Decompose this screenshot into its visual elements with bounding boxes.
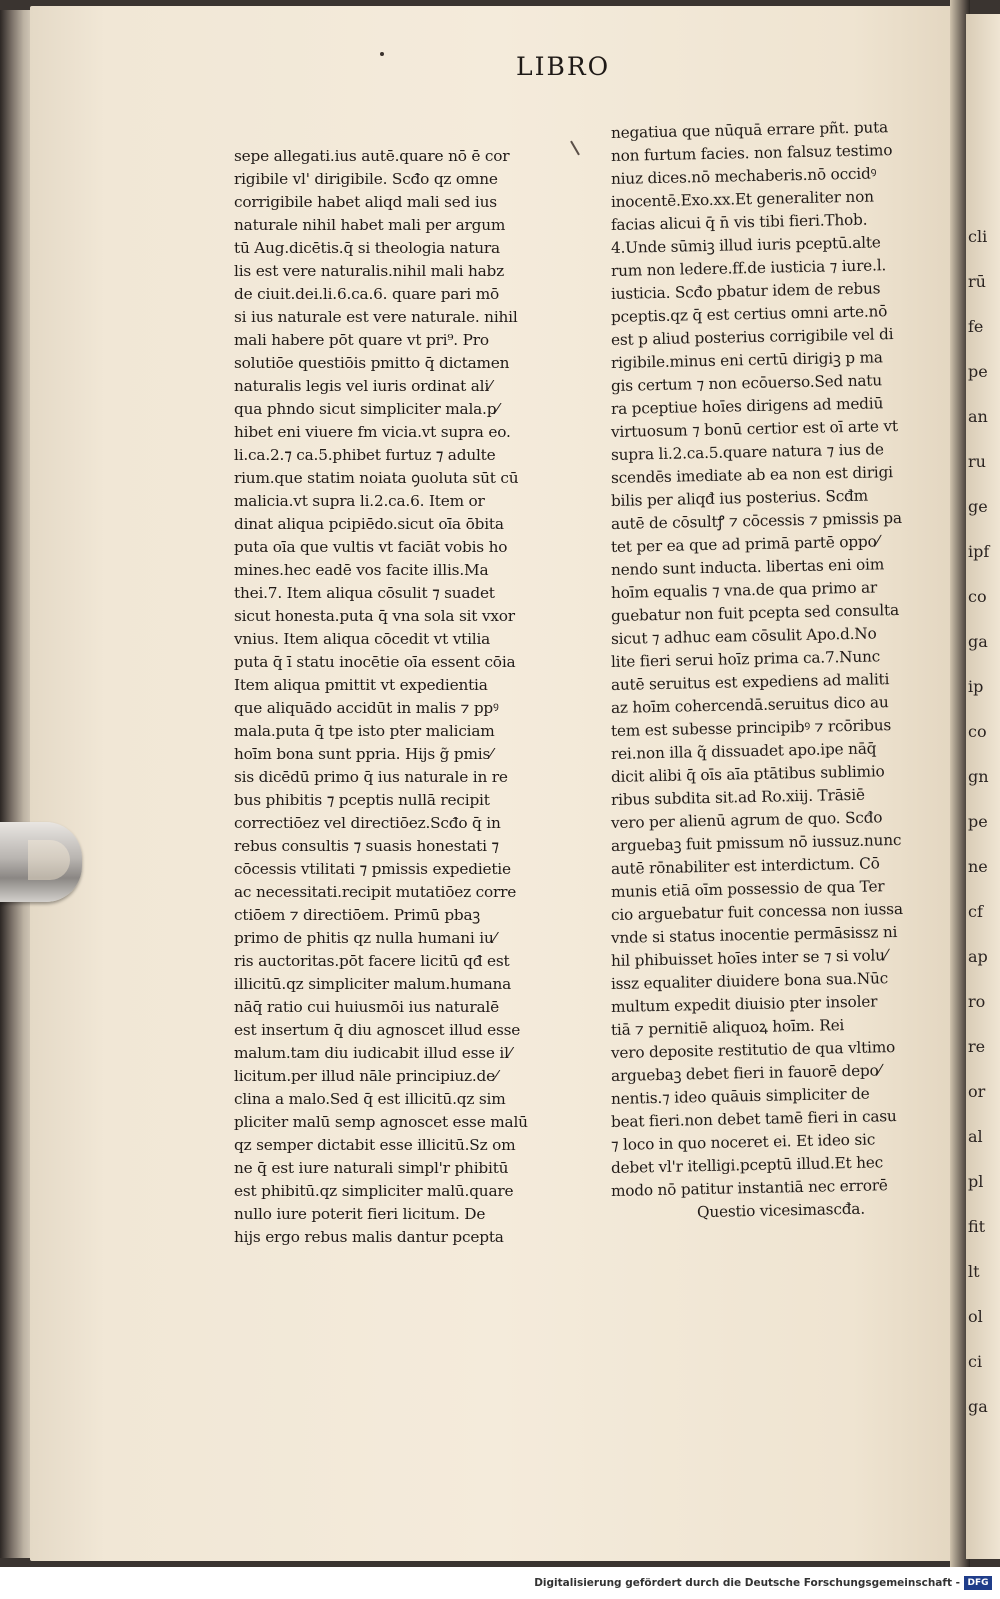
margin-text-fragment: ne — [968, 857, 988, 876]
text-line: pliciter malū semp agnoscet esse malū — [234, 1113, 528, 1131]
text-line: nentis.⁊ ideo quāuis simpliciter de — [610, 1084, 870, 1108]
text-line: correctiōez vel directiōez.Scđo q̄ in — [234, 814, 501, 832]
margin-text-fragment: co — [968, 587, 987, 606]
text-line: thei.7. Item aliqua cōsulit ⁊ suadet — [234, 584, 495, 602]
text-line: vero deposite restitutio de qua vltimo — [610, 1038, 896, 1062]
text-line: beat fieri.non debet tamē fieri in casu — [610, 1107, 897, 1131]
text-line: scendēs imediate ab ea non est dirigi — [610, 463, 893, 487]
text-line: est p aliud posterius corrigibile vel di — [610, 325, 894, 349]
margin-text-fragment: ol — [968, 1307, 983, 1326]
text-line: rei.non illa q̃ dissuadet apo.ipe nāq̄ — [610, 739, 877, 763]
text-line: naturale nihil habet mali per argum — [234, 216, 506, 234]
text-line: sicut ⁊ adhuc eam cōsulit Apo.d.No — [610, 624, 877, 648]
text-line: ra pceptiue hoīes dirigens ad mediū — [610, 394, 884, 418]
text-line: lite fieri serui hoīz prima ca.7.Nunc — [610, 647, 881, 671]
text-line: Questio vicesimascđa. — [696, 1199, 866, 1222]
margin-text-fragment: co — [968, 722, 987, 741]
text-line: cio arguebatur fuit concessa non iussa — [610, 899, 903, 924]
text-line: vero per alienū agrum de quo. Scđo — [610, 808, 883, 832]
margin-text-fragment: ci — [968, 1352, 983, 1371]
text-line: ribus subdita sit.ad Ro.xiij. Trāsiē — [610, 785, 865, 809]
text-line: malicia.vt supra li.2.ca.6. Item or — [234, 492, 485, 510]
page-clip-cutout — [28, 840, 70, 880]
text-line: qua phndo sicut simpliciter mala.p⁄ — [234, 400, 499, 418]
text-line: virtuosum ⁊ bonū certior est oī arte vt — [610, 416, 898, 441]
text-line: rebus consultis ⁊ suasis honestati ⁊ — [234, 837, 499, 855]
text-line: lis est vere naturalis.nihil mali habz — [234, 262, 504, 280]
text-line: ctiōem ⁊ directiōem. Primū pbaꝫ — [234, 906, 481, 924]
margin-text-fragment: ap — [968, 947, 988, 966]
text-line: nullo iure poterit fieri licitum. De — [234, 1205, 486, 1223]
text-line: rigibile vl' dirigibile. Scđo qz omne — [234, 170, 498, 188]
text-line: autē rōnabiliter est interdictum. Cō — [610, 854, 880, 878]
page-stack-edge — [0, 10, 34, 1558]
margin-text-fragment: al — [968, 1127, 983, 1146]
text-line: est insertum q̄ diu agnoscet illud esse — [234, 1021, 521, 1039]
text-line: mali habere pōt quare vt pri⁹. Pro — [234, 331, 489, 349]
text-line: modo nō patitur instantiā nec errorē — [610, 1176, 888, 1200]
text-line: que aliquādo accidūt in malis ⁊ ppꝰ — [234, 699, 499, 717]
text-line: solutiōe questiōis pmitto q̄ dictamen — [234, 354, 510, 372]
text-line: pceptis.qz q̄ est certius omni arte.nō — [610, 302, 888, 326]
text-line: hibet eni viuere fm vicia.vt supra eo. — [234, 423, 511, 441]
text-line: supra li.2.ca.5.quare natura ⁊ ius de — [610, 440, 884, 464]
ink-speck — [380, 52, 384, 56]
text-line: puta oīa que vultis vt faciāt vobis ho — [234, 538, 508, 556]
text-line: hoīm bona sunt ppria. Hijs g̃ pmis⁄ — [234, 745, 493, 763]
margin-text-fragment: or — [968, 1082, 986, 1101]
margin-text-fragment: pe — [968, 362, 988, 381]
text-line: malum.tam diu iudicabit illud esse il⁄ — [234, 1044, 512, 1062]
text-line: arguebaꝫ debet fieri in fauorē depo⁄ — [610, 1061, 882, 1085]
margin-text-fragment: an — [968, 407, 988, 426]
text-line: dicit alibi q̄ oīs aīa ptātibus sublimio — [610, 762, 885, 786]
text-line: corrigibile habet aliqd mali sed ius — [234, 193, 497, 211]
margin-text-fragment: ro — [968, 992, 986, 1011]
text-line: vnius. Item aliqua cōcedit vt vtilia — [234, 630, 491, 648]
text-line: iusticia. Scđo pbatur idem de rebus — [610, 279, 881, 303]
text-line: autē seruitus est expediens ad maliti — [610, 670, 890, 694]
text-line: primo de phitis qz nulla humani iu⁄ — [234, 929, 496, 947]
text-line: issz equaliter diuidere bona sua.Nūc — [610, 969, 889, 993]
margin-text-fragment: fe — [968, 317, 984, 336]
text-line: niuz dices.nō mechaberis.nō occidꝰ — [610, 164, 877, 188]
text-line: Item aliqua pmittit vt expedientia — [234, 676, 488, 694]
text-line: li.ca.2.⁊ ca.5.phibet furtuz ⁊ adulte — [234, 446, 496, 464]
margin-text-fragment: pl — [968, 1172, 984, 1191]
text-line: tū Aug.dicētis.q̄ si theologia natura — [234, 239, 500, 257]
margin-text-fragment: ge — [968, 497, 988, 516]
text-line: mines.hec eadē vos facite illis.Ma — [234, 561, 489, 579]
text-line: nendo sunt inducta. libertas eni oim — [610, 555, 885, 579]
text-line: cōcessis vtilitati ⁊ pmissis expedietie — [234, 860, 511, 878]
text-line: az hoīm cohercendā.seruitus dico au — [610, 693, 889, 717]
text-line: sicut honesta.puta q̄ vna sola sit vxor — [234, 607, 515, 625]
text-line: ac necessitati.recipit mutatiōez corre — [234, 883, 517, 901]
margin-text-fragment: fit — [968, 1217, 986, 1236]
margin-text-fragment: ru — [968, 452, 986, 471]
text-line: facias alicui q̄ n̄ vis tibi fieri.Thob. — [610, 210, 868, 234]
margin-text-fragment: cf — [968, 902, 983, 921]
funding-credit: Digitalisierung gefördert durch die Deutsche Forschungsgemeinschaft - — [534, 1577, 960, 1589]
text-line: rum non ledere.ff.de iusticia ⁊ iure.l. — [610, 256, 887, 280]
text-line: dinat aliqua pcipiēdo.sicut oīa ōbita — [234, 515, 504, 533]
text-line: ⁊ loco in quo noceret ei. Et ideo sic — [610, 1130, 876, 1154]
text-line: naturalis legis vel iuris ordinat ali⁄ — [234, 377, 492, 395]
text-line: ne q̄ est iure naturali simpl'r phibitū — [234, 1159, 509, 1177]
text-line: vnde si status inocentie permāsissz ni — [610, 923, 898, 947]
margin-text-fragment: ip — [968, 677, 984, 696]
text-line: tet per ea que ad primā partē oppo⁄ — [610, 532, 880, 556]
text-line: puta q̄ ī statu inocētie oīa essent cōia — [234, 653, 516, 671]
text-line: sepe allegati.ius autē.quare nō ē cor — [234, 147, 510, 165]
text-line: inocentē.Exo.xx.Et generaliter non — [610, 187, 874, 211]
footer-bar — [0, 1567, 1000, 1599]
text-line: multum expedit diuisio pter insoler — [610, 992, 878, 1016]
text-line: bilis per aliqđ ius posterius. Scđm — [610, 486, 869, 510]
text-line: mala.puta q̄ tpe isto pter maliciam — [234, 722, 495, 740]
text-line: guebatur non fuit pcepta sed consulta — [610, 600, 900, 625]
text-line: est phibitū.qz simpliciter malū.quare — [234, 1182, 514, 1200]
text-line: rigibile.minus eni certū dirigiꝫ p ma — [610, 348, 883, 372]
margin-text-fragment: re — [968, 1037, 986, 1056]
text-column-right — [610, 118, 911, 1226]
margin-text-fragment: ga — [968, 632, 988, 651]
text-line: negatiua que nūquā errare pñt. puta — [610, 118, 889, 142]
text-line: licitum.per illud nāle principiuz.de⁄ — [234, 1067, 498, 1085]
text-line: si ius naturale est vere naturale. nihil — [234, 308, 518, 326]
text-line: clina a malo.Sed q̄ est illicitū.qz sim — [234, 1090, 506, 1108]
text-line: de ciuit.dei.li.6.ca.6. quare pari mō — [234, 285, 500, 303]
margin-text-fragment: ipf — [968, 542, 990, 561]
margin-text-fragment: gn — [968, 767, 989, 786]
text-line: gis certum ⁊ non ecōuerso.Sed natu — [610, 371, 883, 395]
text-line: hoīm equalis ⁊ vna.de qua primo ar — [610, 578, 878, 602]
text-line: hijs ergo rebus malis dantur pcepta — [234, 1228, 504, 1246]
text-line: debet vl'r itelligi.pceptū illud.Et hec — [610, 1153, 884, 1177]
text-column-left — [234, 145, 544, 1249]
text-line: nāq̄ ratio cui huiusmōi ius naturalē — [234, 998, 499, 1016]
margin-text-fragment: pe — [968, 812, 988, 831]
text-line: qz semper dictabit esse illicitū.Sz om — [234, 1136, 516, 1154]
text-line: tiā ⁊ pernitiē aliquoꝝ hoīm. Rei — [610, 1016, 845, 1039]
text-line: non furtum facies. non falsuz testimo — [610, 141, 893, 165]
running-head: LIBRO — [516, 52, 611, 81]
margin-text-fragment: rū — [968, 272, 986, 291]
text-line: 4.Unde sūmiꝫ illud iuris pceptū.alte — [610, 233, 881, 257]
text-line: illicitū.qz simpliciter malum.humana — [234, 975, 512, 993]
margin-text-fragment: lt — [968, 1262, 980, 1281]
text-line: sis dicēdū primo q̄ ius naturale in re — [234, 768, 508, 786]
text-line: tem est subesse principibꝰ ⁊ rcōribus — [610, 716, 892, 740]
text-line: hil phibuisset hoīes inter se ⁊ si volu⁄ — [610, 946, 888, 970]
text-line: ris auctoritas.pōt facere licitū qđ est — [234, 952, 510, 970]
dfg-logo: DFG — [964, 1576, 992, 1590]
margin-text-fragment: ga — [968, 1397, 988, 1416]
text-line: arguebaꝫ fuit pmissum nō iussuz.nunc — [610, 830, 902, 855]
text-line: bus phibitis ⁊ pceptis nullā recipit — [234, 791, 490, 809]
margin-text-fragment: cli — [968, 227, 988, 246]
facing-page-edge — [966, 14, 1000, 1559]
text-line: rium.que statim noiata ꝯuoluta sūt cū — [234, 469, 519, 487]
text-line: autē de cōsultꝭ ⁊ cōcessis ⁊ pmissis pa — [610, 508, 903, 533]
text-line: munis etiā oīm possessio de qua Ter — [610, 877, 885, 901]
